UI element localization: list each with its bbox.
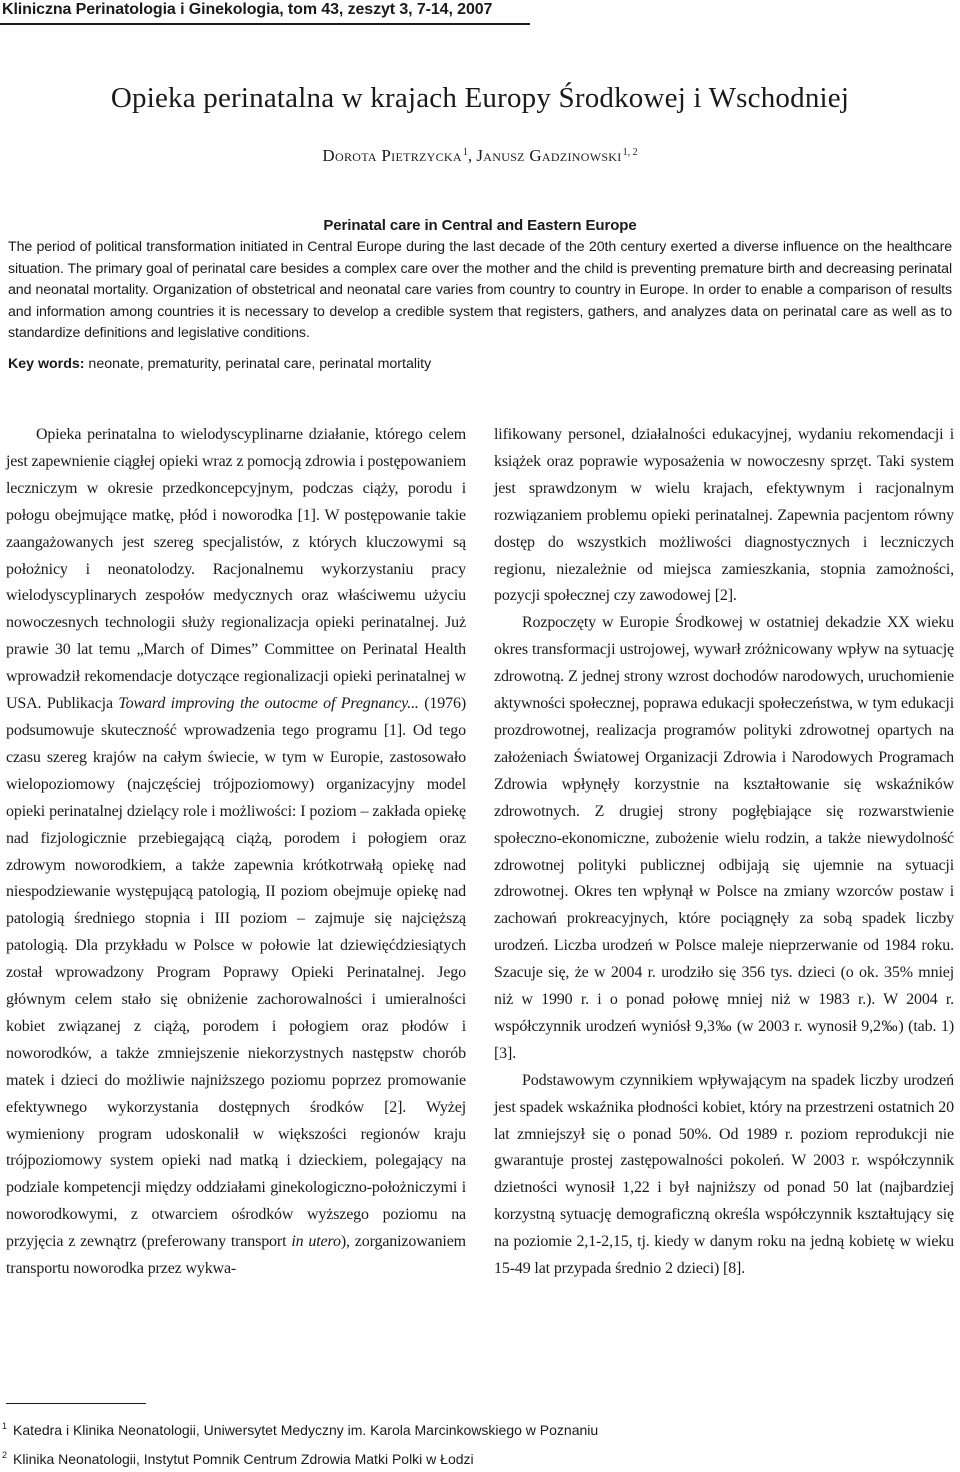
- keywords-label: Key words:: [8, 356, 85, 372]
- journal-citation: Kliniczna Perinatologia i Ginekologia, tom 43, zeszyt 3, 7-14, 2007: [2, 1, 493, 18]
- footnote-mark: 2: [2, 1450, 8, 1460]
- running-header: [0, 0, 530, 25]
- author-affiliation-mark: 1, 2: [622, 147, 638, 158]
- body-paragraph: Podstawowym czynnikiem wpływającym na spadek liczby urodzeń jest spadek wskaźnika płodności kobiet, który na przestrzeni ostatnich 20 lat zmniejszył się o ponad 50%. Od 1989 r. poziom reprodukcji nie gwarantuje prostej zastępowalności pokoleń. W 2003 r. współczynnik dzietności wynosił 1,22 i był najniższy od ponad 50 lat (najbardziej korzystną sytuację demograficzną określa współczynnik kształtujący się na poziomie 2,1-2,15, tj. kiedy w danym roku na jedną kobietę w wieku 15-49 lat przypada średnio 2 dzieci) [8].: [494, 1071, 954, 1278]
- author-affiliation-mark: 1: [462, 147, 468, 158]
- article-title: Opieka perinatalna w krajach Europy Środkowej i Wschodniej: [110, 82, 850, 114]
- footnote: [2, 1443, 942, 1472]
- footnote-text: Katedra i Klinika Neonatologii, Uniwersytet Medyczny im. Karola Marcinkowskiego w Poznaniu: [13, 1422, 599, 1438]
- latin-term: in utero: [291, 1233, 341, 1251]
- keywords-text: neonate, prematurity, perinatal care, perinatal mortality: [84, 356, 432, 372]
- footnote-divider: [6, 1403, 146, 1404]
- footnotes: [2, 1414, 942, 1472]
- body-text: ), zorganizowaniem transportu noworodka przez wykwa-: [6, 1233, 466, 1278]
- footnote-mark: 1: [2, 1421, 8, 1431]
- publication-title: Toward improving the outocme of Pregnancy...: [118, 695, 419, 713]
- footnote: [2, 1414, 942, 1443]
- abstract-body: The period of political transformation initiated in Central Europe during the last decade of the 20th century exerted a diverse influence on the healthcare situation. The primary goal of perinatal care besides a complex care over the mother and the child is preventing premature birth and decreasing perinatal and neonatal mortality. Organization of obstetrical and neonatal care varies from country to country in Europe. In order to enable a comparison of results and information among countries it is necessary to develop a credible system that registers, gathers, and analyzes data on perinatal care as well as to standardize definitions and legislative conditions.: [8, 239, 952, 341]
- keywords: [8, 354, 952, 374]
- body-paragraph: Rozpoczęty w Europie Środkowej w ostatniej dekadzie XX wieku okres transformacji ustrojowej, wywarł zróżnicowany wpływ na sytuację zdrowotną. Z jednej strony wzrost dochodów narodowych, uruchomienie aktywności społecznej, poprawa edukacji społeczeństwa, w tym edukacji prozdrowotnej, realizacja programów polityki zdrowotnej opartych na założeniach Światowej Organizacji Zdrowia i Narodowych Programach Zdrowia wpłynęły korzystnie na kształtowanie się wskaźników zdrowotnych. Z drugiej strony pogłębiające się rozwarstwienie społeczno-ekonomiczne, zubożenie wielu rodzin, a także niewydolność zdrowotnej polityki publicznej odbijają się ujemnie na sytuacji zdrowotnej. Okres ten wpłynął w Polsce na zmiany wzorców postaw i zachowań prokreacyjnych, które pociągnęły za sobą spadek liczby urodzeń. Liczba urodzeń w Polsce maleje nieprzerwanie od 1984 roku. Szacuje się, że w 2004 r. urodziło się 356 tys. dzieci (o ok. 35% mniej niż w 1990 r. i o ponad połowę mniej niż w 1983 r.). W 2004 r. współczynnik urodzeń wyniósł 9,3‰ (w 2003 r. wynosił 9,2‰) (tab. 1) [3].: [494, 614, 954, 1062]
- body-text: (1976) podsumowuje skuteczność wprowadzenia tego programu [1]. Od tego czasu szereg krajów na całym świecie, w tym w Europie, zastosowało wielopoziomowy (najczęściej trójpoziomowy) organizacyjny model opieki perinatalnej dzielący role i możliwości: I poziom – zakłada opiekę nad fizjologicznie przebiegającą ciążą, porodem i połogiem oraz zdrowym noworodkiem, a także zapewnia krótkotrwałą opiekę nad niespodziewanie występującą patologią, II poziom obejmuje opiekę nad patologią średniego stopnia i III poziom – zajmuje się najcięższą patologią. Dla przykładu w Polsce w połowie lat dziewięćdziesiątych został wprowadzony Program Poprawy Opieki Perinatalnej. Jego głównym celem stało się obniżenie zachorowalności i umieralności kobiet związanej z ciążą, porodem i połogiem oraz płodów i noworodków, a także zmniejszenie niekorzystnych następstw chorób matek i dzieci do możliwie najniższego poziomu poprzez promowanie efektywnego wykorzystania dostępnych środków [2]. Wyżej wymieniony program udoskonalił w większości regionów kraju trójpoziomowy system opieki nad matką i dzieckiem, polegający na podziale kompetencji między oddziałami ginekologiczno-położniczymi i noworodkowymi, z otwarciem ośrodków wyższego poziomu na przyjęcia z zewnątrz (preferowany transport: [6, 695, 466, 1251]
- abstract-title: Perinatal care in Central and Eastern Europe: [323, 217, 637, 234]
- body-column-left: [6, 422, 466, 1283]
- author-separator: ,: [467, 146, 477, 165]
- body-column-right: [494, 422, 954, 1283]
- author-name: Janusz Gadzinowski: [476, 146, 622, 165]
- author-list: [0, 141, 960, 168]
- abstract: [8, 215, 952, 345]
- footnote-text: Klinika Neonatologii, Instytut Pomnik Centrum Zdrowia Matki Polki w Łodzi: [13, 1451, 474, 1467]
- body-paragraph: [6, 422, 466, 1283]
- body-paragraph-continued: lifikowany personel, działalności edukacyjnej, wydaniu rekomendacji i książek oraz poprawie wyposażenia w nowoczesny sprzęt. Taki system jest sprawdzonym w wielu krajach, efektywnym i racjonalnym rozwiązaniem problemu opieki perinatalnej. Zapewnia pacjentom równy dostęp do wszystkich możliwości diagnostycznych i leczniczych regionu, niezależnie od miejsca zamieszkania, stopnia zamożności, pozycji społecznej czy zawodowej [2].: [494, 426, 954, 605]
- author-name: Dorota Pietrzycka: [322, 146, 462, 165]
- body-text: Opieka perinatalna to wielodyscyplinarne działanie, którego celem jest zapewnienie ciągłej opieki wraz z pomocją zdrowia i postępowaniem leczniczym w okresie przedkoncepcyjnym, podczas ciąży, porodu i połogu obejmujące matkę, płód i noworodka [1]. W postępowanie takie zaangażowanych jest szereg specjalistów, z których kluczowymi są położnicy i neonatolodzy. Racjonalnemu wykorzystaniu pracy wielodyscyplinarych zespołów medycznych oraz właściwemu użyciu nowoczesnych technologii służy regionalizacja opieki perinatalnej. Już prawie 30 lat temu „March of Dimes” Committee on Perinatal Health wprowadził rekomendacje dotyczące regionalizacji opieki perinatalnej w USA. Publikacja: [6, 426, 466, 713]
